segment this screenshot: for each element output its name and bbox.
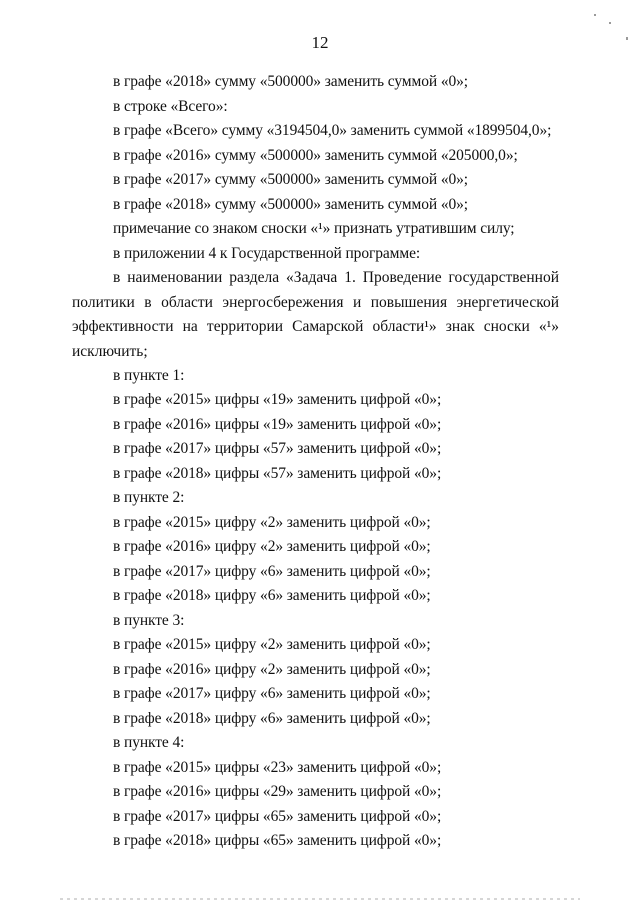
text-line: в графе «2016» цифры «29» заменить цифрой «0»; [113, 783, 442, 800]
scan-speck [594, 14, 596, 16]
page-number: 12 [311, 33, 329, 52]
text-line: в графе «2018» сумму «500000» заменить суммой «0»; [113, 73, 469, 90]
text-line: в графе «2018» цифру «6» заменить цифрой «0»; [113, 710, 431, 727]
text-line: в графе «2016» цифры «19» заменить цифрой «0»; [113, 416, 442, 433]
text-line: в графе «Всего» сумму «3194504,0» заменить суммой «1899504,0»; [113, 122, 552, 139]
text-line: в графе «2016» цифру «2» заменить цифрой «0»; [113, 661, 431, 678]
text-line: в строке «Всего»: [113, 98, 228, 115]
text-line: в графе «2017» цифры «65» заменить цифрой «0»; [113, 808, 442, 825]
text-line: в пункте 1: [113, 367, 185, 384]
text-line: в графе «2016» сумму «500000» заменить суммой «205000,0»; [113, 147, 518, 164]
text-line: в графе «2016» цифру «2» заменить цифрой «0»; [113, 538, 431, 555]
text-line: в пункте 3: [113, 612, 185, 629]
text-line: в графе «2017» цифры «57» заменить цифрой «0»; [113, 440, 442, 457]
text-line: в графе «2015» цифру «2» заменить цифрой «0»; [113, 514, 431, 531]
text-line: в приложении 4 к Государственной программе: [113, 245, 421, 262]
text-line: в графе «2017» сумму «500000» заменить суммой «0»; [113, 171, 469, 188]
paragraph-line: эффективности на территории Самарской области¹» знак сноски «¹» [72, 318, 559, 335]
scan-noise [60, 898, 580, 900]
text-line: в графе «2015» цифры «19» заменить цифрой «0»; [113, 391, 442, 408]
scan-speck [609, 22, 611, 24]
text-line: в графе «2018» цифру «6» заменить цифрой «0»; [113, 587, 431, 604]
text-line: в пункте 4: [113, 734, 185, 751]
text-line: в графе «2018» цифры «57» заменить цифрой «0»; [113, 465, 442, 482]
text-line: в графе «2017» цифру «6» заменить цифрой «0»; [113, 563, 431, 580]
text-line: в графе «2018» сумму «500000» заменить суммой «0»; [113, 196, 469, 213]
text-line: примечание со знаком сноски «¹» признать утратившим силу; [113, 220, 515, 237]
text-line: в пункте 2: [113, 489, 185, 506]
text-line: в графе «2018» цифры «65» заменить цифрой «0»; [113, 832, 442, 849]
paragraph-line: политики в области энергосбережения и повышения энергетической [72, 293, 559, 311]
text-line: в графе «2017» цифру «6» заменить цифрой «0»; [113, 685, 431, 702]
paragraph-line: исключить; [72, 342, 148, 360]
paragraph-line: в наименовании раздела «Задача 1. Проведение государственной [113, 269, 559, 286]
section-paragraph [72, 266, 559, 364]
text-line: в графе «2015» цифру «2» заменить цифрой «0»; [113, 636, 431, 653]
text-line: в графе «2015» цифры «23» заменить цифрой «0»; [113, 759, 442, 776]
